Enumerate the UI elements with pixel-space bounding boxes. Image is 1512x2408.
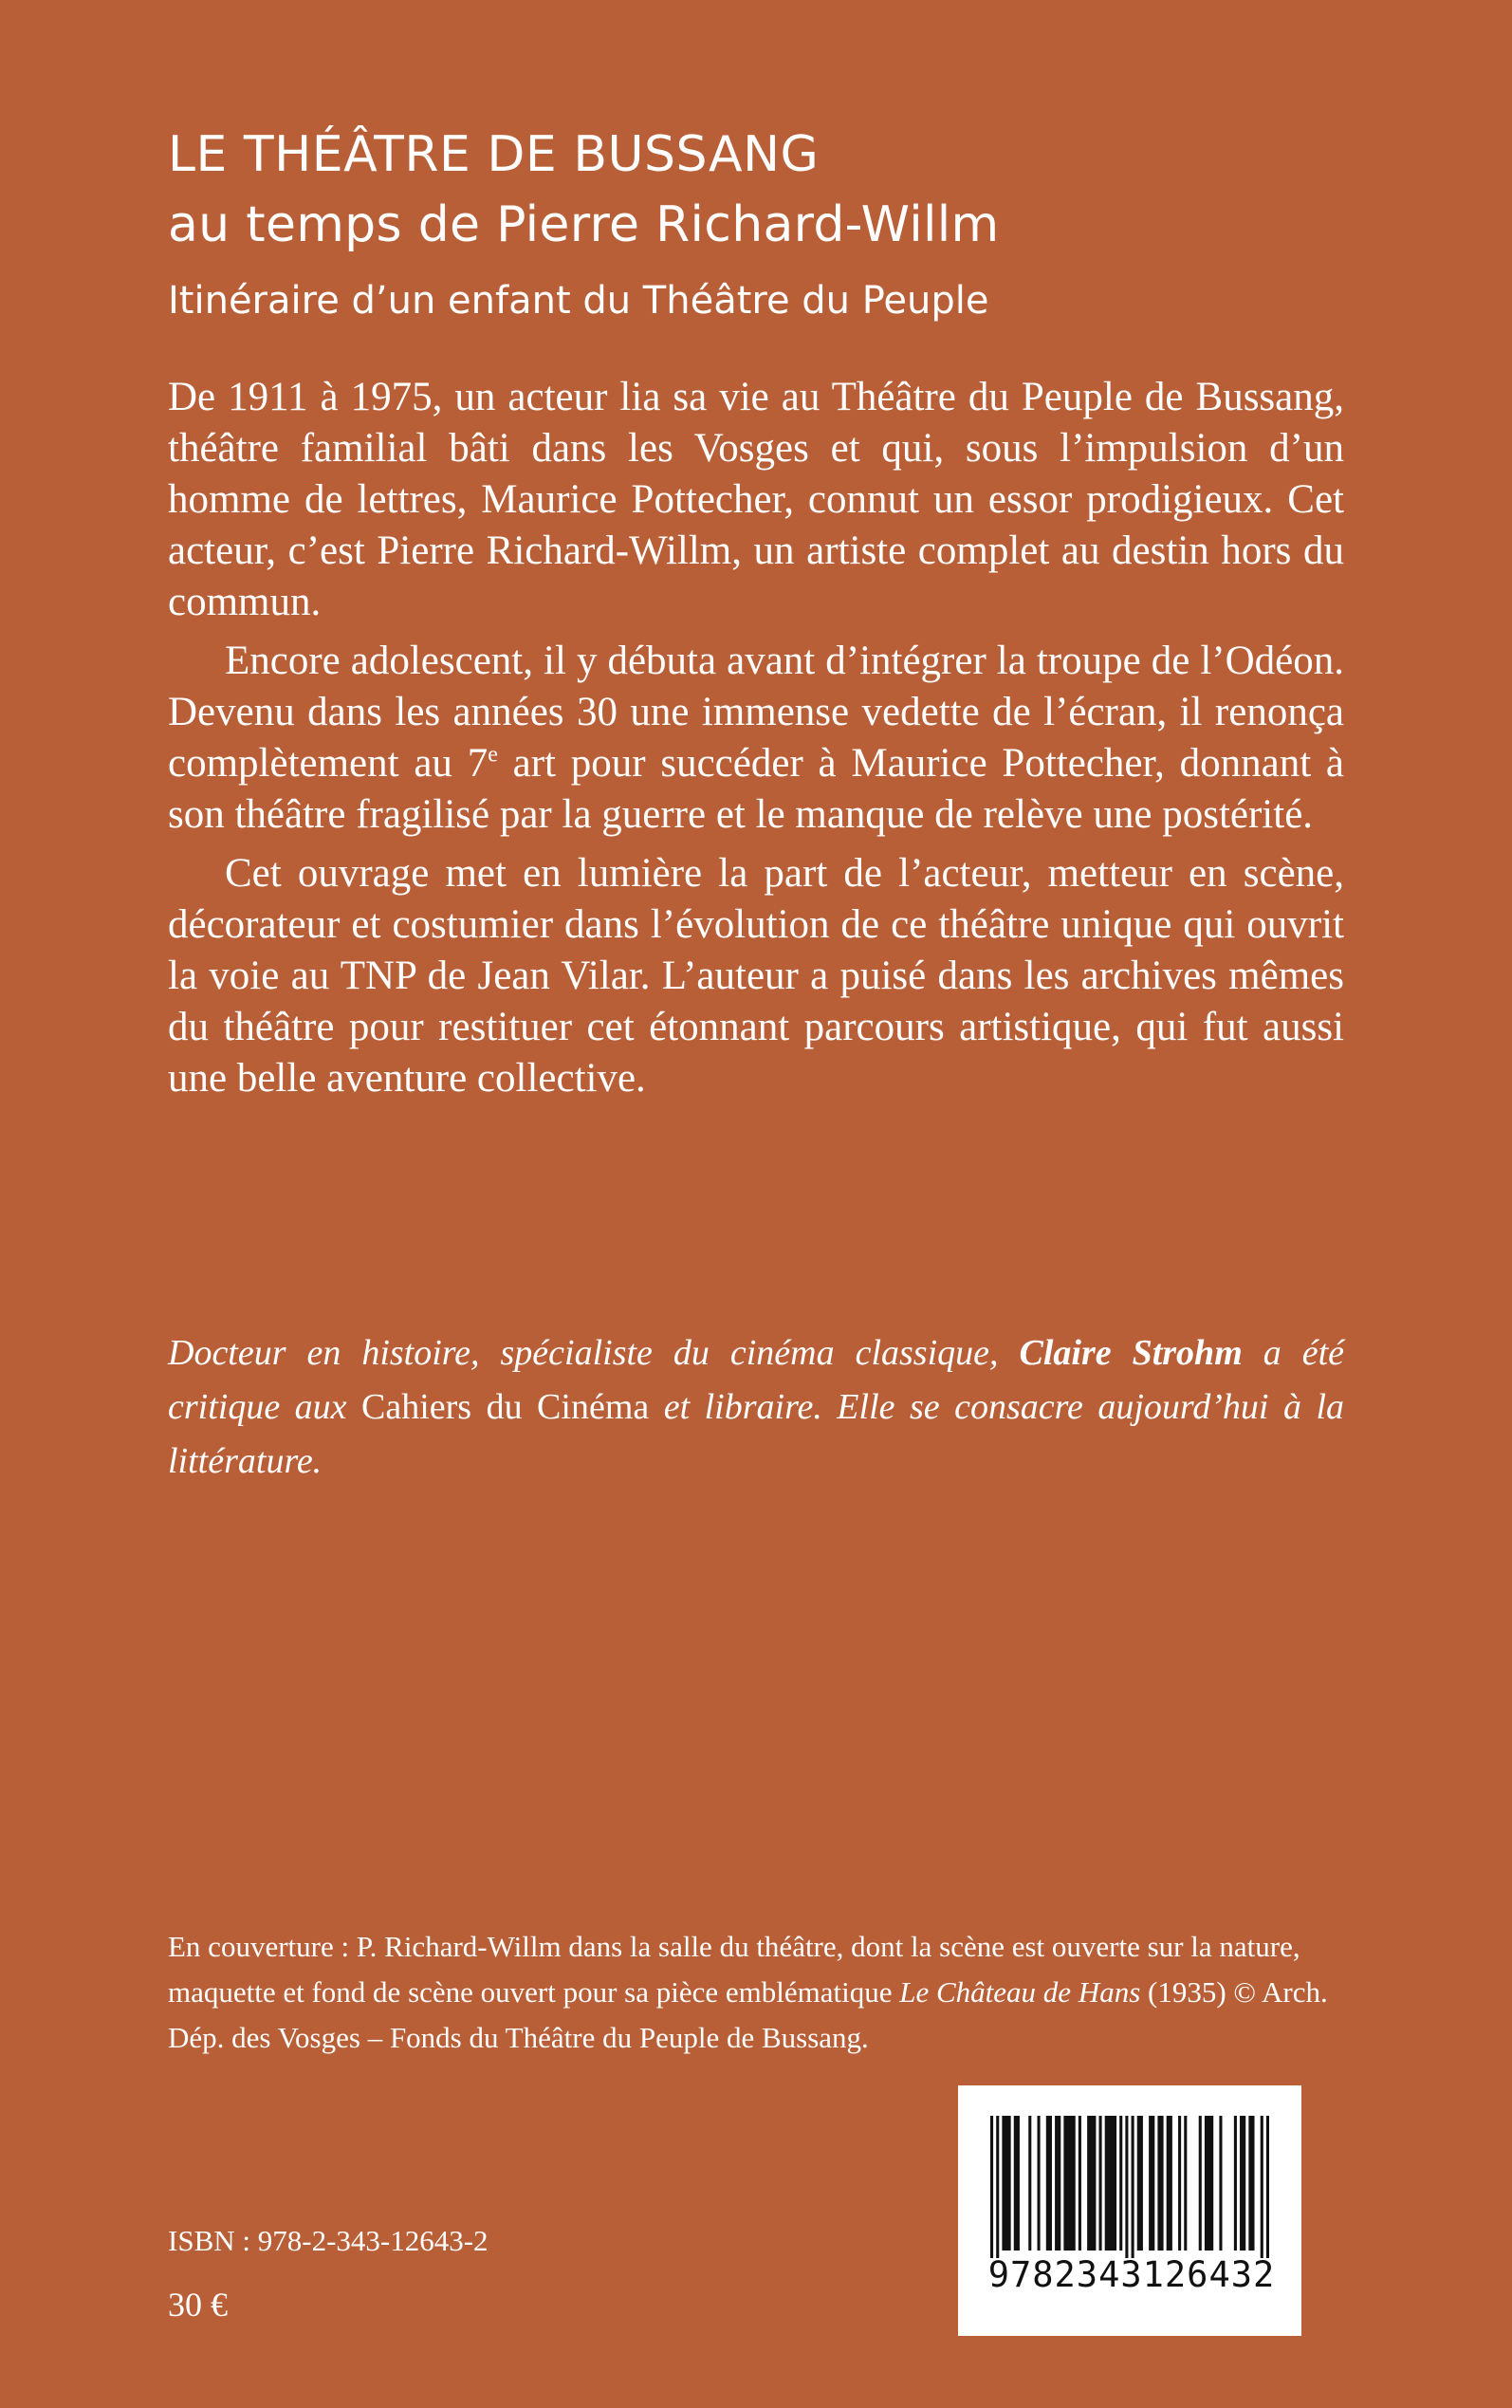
price-label: 30 € xyxy=(168,2286,228,2324)
barcode-bar xyxy=(1002,2116,1010,2251)
barcode-bar xyxy=(1178,2116,1181,2251)
barcode-bar xyxy=(1087,2116,1096,2251)
barcode-bar xyxy=(1099,2116,1102,2251)
barcode-bar xyxy=(1119,2116,1122,2251)
summary-p2-end: art pour succéder à Maurice Pottecher, donnant à son théâtre fragilisé par la guerre et le manque de relève une postérité. xyxy=(168,741,1344,837)
ordinal-superscript: e xyxy=(488,742,498,768)
isbn-label: ISBN : 978-2-343-12643-2 xyxy=(168,2224,489,2257)
summary-text xyxy=(168,372,1344,1112)
credit-part-2: (1935) © Arch. Dép. des Vosges – Fonds du Théâtre du Peuple de Bussang. xyxy=(168,1975,1328,2054)
bio-part-3: et libraire. Elle se consacre aujourd’hui à la littérature. xyxy=(168,1387,1344,1481)
barcode-bar xyxy=(1149,2116,1154,2251)
barcode-bar xyxy=(1046,2116,1052,2251)
barcode-bar xyxy=(1157,2116,1163,2251)
barcode-bar xyxy=(996,2116,999,2258)
barcode-bar xyxy=(1038,2116,1041,2251)
barcode-bar xyxy=(990,2116,993,2258)
credit-work-title: Le Château de Hans xyxy=(899,1975,1141,2009)
summary-paragraph-2 xyxy=(168,636,1344,841)
author-bio xyxy=(168,1326,1344,1489)
publication-name: Cahiers du Cinéma xyxy=(361,1387,650,1427)
barcode-bar xyxy=(1184,2116,1187,2251)
credit-part-1: En couverture : P. Richard-Willm dans la salle du théâtre, dont la scène est ouverte sur la nature, maquette et fond de scène ouvert pour sa pièce emblématique xyxy=(168,1930,1300,2009)
barcode-bar xyxy=(1199,2116,1202,2251)
author-name: Claire Strohm xyxy=(1019,1333,1243,1373)
barcode-bar xyxy=(1132,2116,1134,2258)
barcode-bar xyxy=(1219,2116,1222,2251)
barcode-bar xyxy=(1105,2116,1116,2251)
barcode-number: 9782343126432 xyxy=(987,2254,1276,2295)
summary-paragraph-1: De 1911 à 1975, un acteur lia sa vie au Théâtre du Peuple de Bussang, théâtre familial bâti dans les Vosges et qui, sous l’impulsion d’un homme de lettres, Maurice Pottecher, connut un essor prodigieux. Cet acteur, c’est Pierre Richard-Willm, un artiste complet au destin hors du commun. xyxy=(168,375,1344,624)
barcode-bar xyxy=(1079,2116,1081,2251)
barcode-bar xyxy=(1125,2116,1128,2258)
barcode-bar xyxy=(1248,2116,1254,2251)
book-title: LE THÉÂTRE DE BUSSANG xyxy=(168,126,820,183)
barcode-bar xyxy=(1055,2116,1060,2251)
barcode-bar xyxy=(1014,2116,1020,2251)
book-tagline: Itinéraire d’un enfant du Théâtre du Peuple xyxy=(168,279,989,323)
book-subtitle: au temps de Pierre Richard-Willm xyxy=(168,196,1000,253)
barcode-bar xyxy=(1261,2116,1263,2258)
barcode-bar xyxy=(1063,2116,1075,2251)
cover-credit xyxy=(168,1924,1344,2061)
bio-part-1: Docteur en histoire, spécialiste du cinéma classique, xyxy=(168,1333,1020,1373)
bio-part-2: a été critique aux xyxy=(168,1333,1344,1427)
barcode-bar xyxy=(1240,2116,1245,2251)
barcode-bar xyxy=(1028,2116,1031,2251)
title-block xyxy=(168,121,1354,336)
barcode-box xyxy=(958,2085,1301,2336)
barcode-bar xyxy=(1167,2116,1172,2251)
barcode-icon xyxy=(990,2116,1269,2258)
summary-p2-start: Encore adolescent, il y débuta avant d’intégrer la troupe de l’Odéon. Devenu dans les années 30 une immense vedette de l’écran, il renonça complètement au 7 xyxy=(168,639,1344,786)
barcode-bar xyxy=(1137,2116,1143,2251)
barcode-bar xyxy=(1205,2116,1213,2251)
barcode-bar xyxy=(1234,2116,1237,2251)
summary-paragraph-3: Cet ouvrage met en lumière la part de l’acteur, metteur en scène, décorateur et costumier dans l’évolution de ce théâtre unique qui ouvrit la voie au TNP de Jean Vilar. L’auteur a puisé dans les archives mêmes du théâtre pour restituer cet étonnant parcours artistique, qui fut aussi une belle aventure collective. xyxy=(168,851,1344,1101)
barcode-bar xyxy=(1266,2116,1269,2258)
